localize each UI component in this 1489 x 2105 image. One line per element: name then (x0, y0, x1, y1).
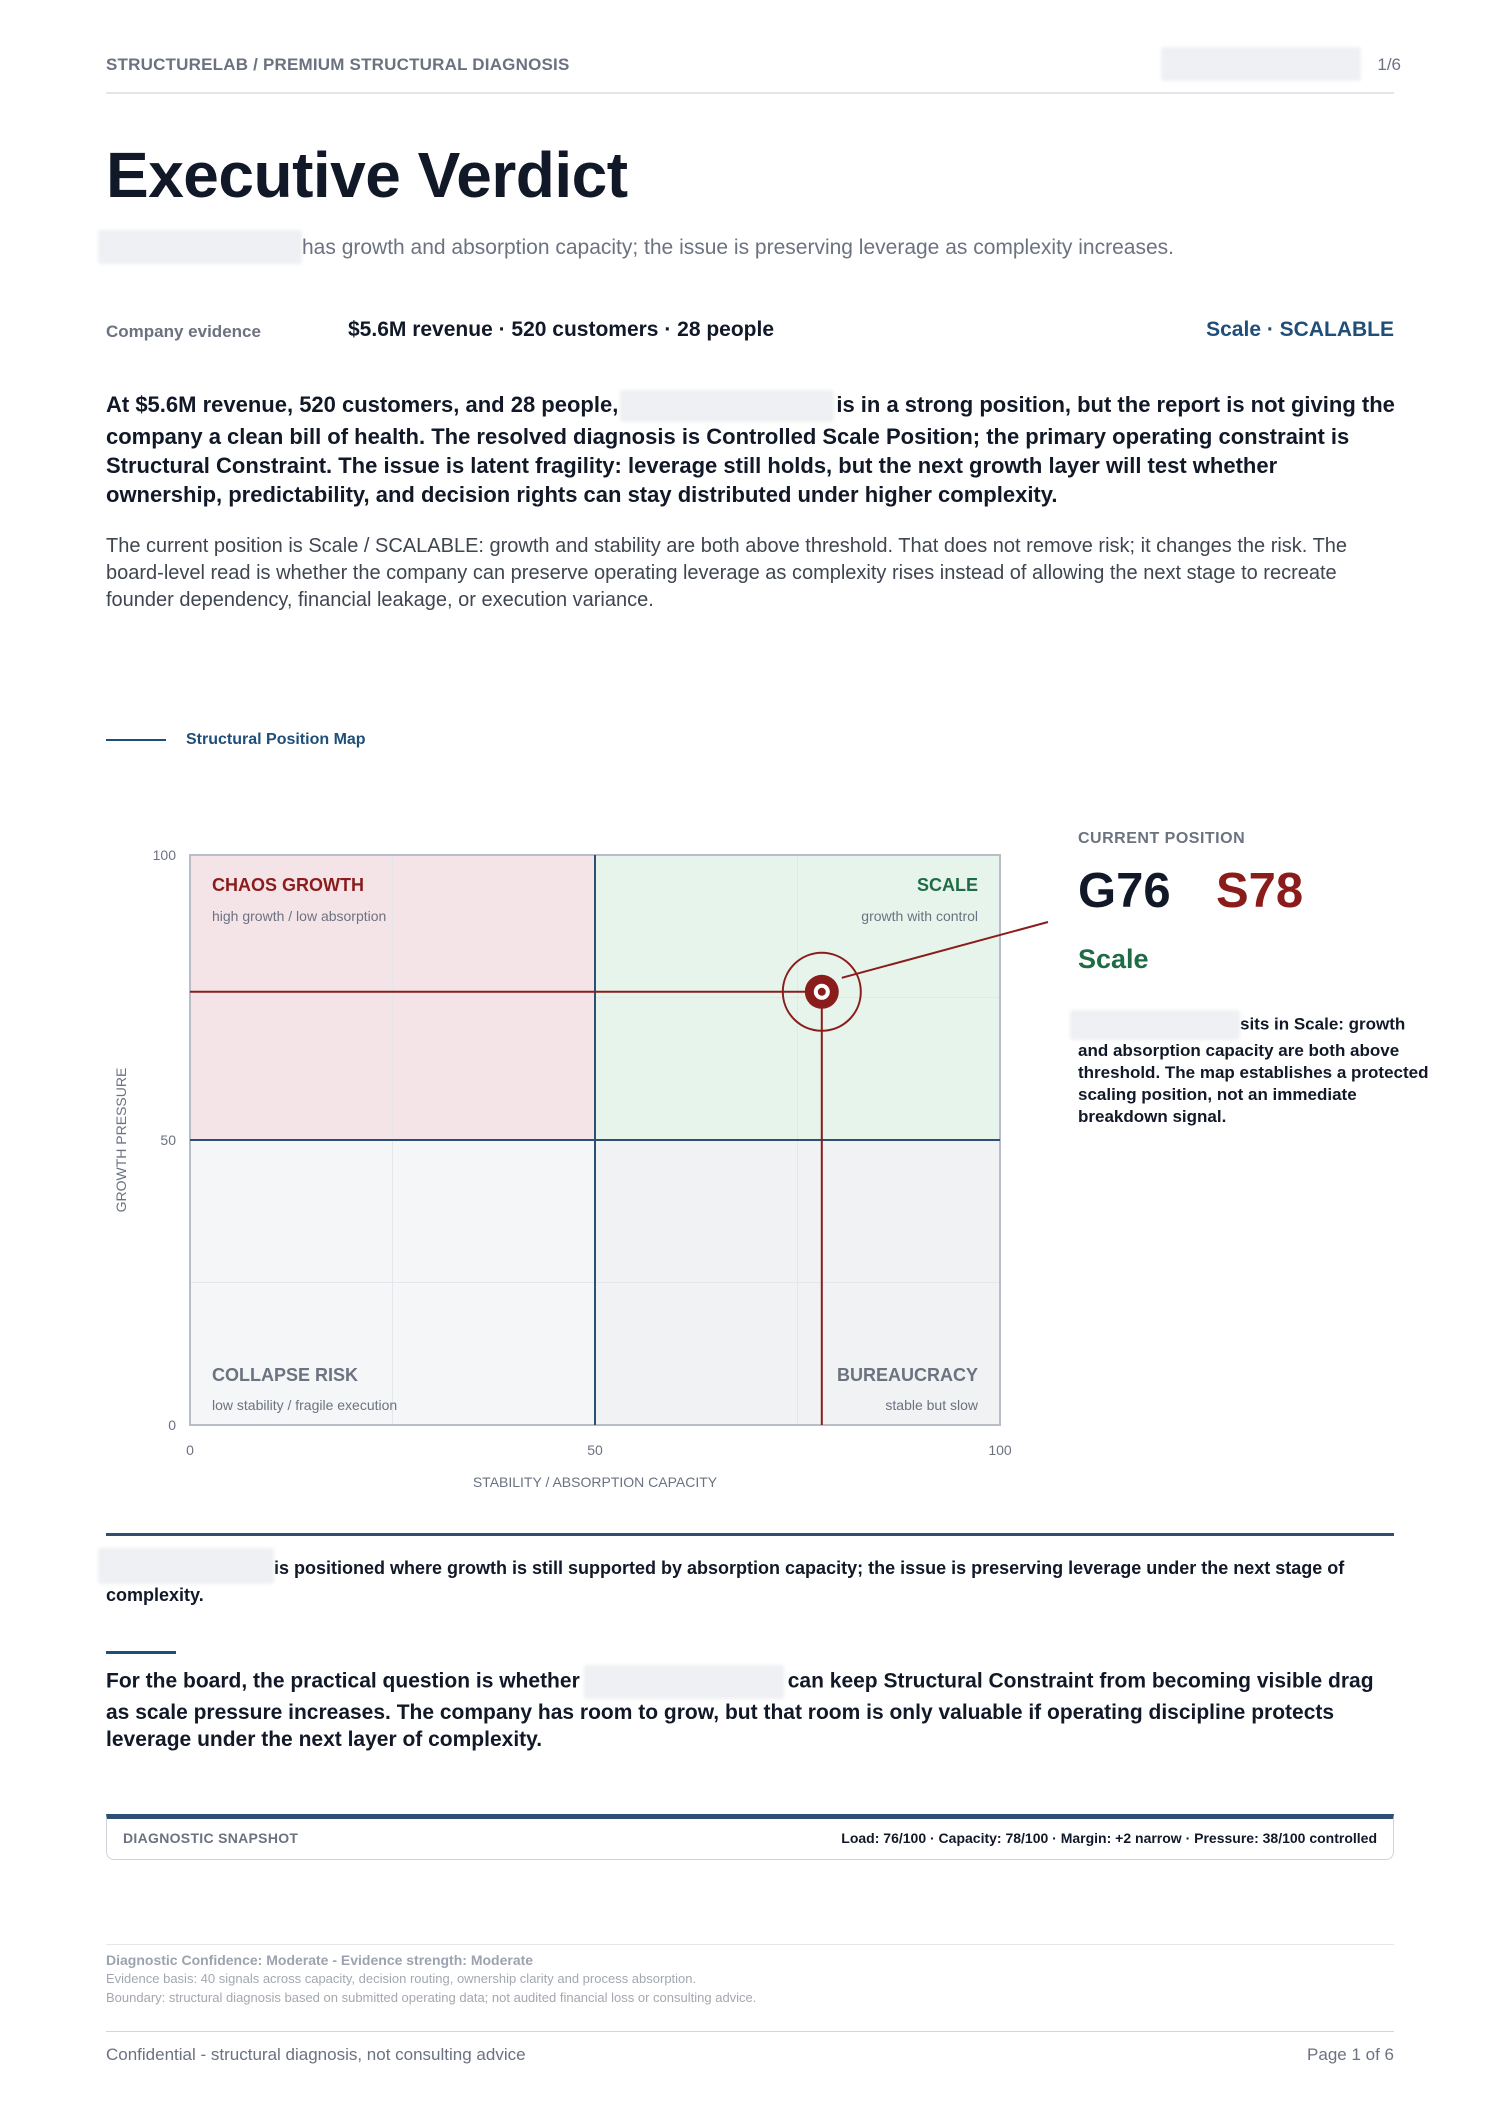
section-title: Structural Position Map (186, 731, 366, 748)
page-subtitle: has growth and absorption capacity; the issue is preserving leverage as complexity increases. (302, 236, 1174, 259)
x-tick-label: 50 (587, 1442, 603, 1458)
redacted-company-name (1070, 1010, 1240, 1040)
position-description (1078, 1010, 1438, 1128)
quadrant-desc-bureaucracy: stable but slow (885, 1397, 978, 1413)
position-description-text: sits in Scale: growth and absorption capacity are both above threshold. The map establishes a protected scaling position, not an immediate breakdown signal. (1078, 1014, 1429, 1126)
quadrant-label-bureaucracy: BUREAUCRACY (836, 1365, 978, 1385)
diagnostic-snapshot (106, 1814, 1394, 1860)
y-tick-label: 0 (168, 1417, 176, 1433)
snapshot-value: Load: 76/100 · Capacity: 78/100 · Margin: +2 narrow · Pressure: 38/100 controlled (841, 1830, 1377, 1846)
body-paragraph: The current position is Scale / SCALABLE: growth and stability are both above threshold. That does not remove risk; it changes the risk. The board-level read is whether the company can preserve operating leverage as complexity rises instead of allowing the next stage to recreate founder dependency, financial leakage, or execution variance. (106, 535, 1348, 611)
zone-name: Scale (1078, 944, 1149, 974)
quadrant-label-scale: SCALE (916, 875, 978, 895)
marker-center (818, 988, 826, 996)
x-tick-label: 0 (186, 1442, 194, 1458)
position-summary-text: is positioned where growth is still supported by absorption capacity; the issue is preserving leverage under the next stage of complexity. (106, 1558, 1345, 1605)
confidence-heading: Diagnostic Confidence: Moderate - Evidence strength: Moderate (106, 1952, 534, 1968)
lead-paragraph (106, 390, 1396, 509)
redacted-company-name (584, 1665, 784, 1699)
redacted-company-name (1161, 47, 1361, 81)
growth-score: G76 (1078, 864, 1171, 918)
lead-text-1: At $5.6M revenue, 520 customers, and 28 people, (106, 392, 619, 417)
position-summary (106, 1548, 1396, 1606)
quadrant-label-chaos-growth: CHAOS GROWTH (212, 875, 364, 895)
stability-score: S78 (1216, 864, 1304, 918)
structural-position-map (100, 830, 1050, 1510)
board-text-2: can keep Structural Constraint from becoming visible drag as scale pressure increases. The company has room to grow, but that room is only valuable if operating discipline protects leverage under the next layer of complexity. (106, 1669, 1374, 1751)
summary-divider (106, 1533, 1394, 1536)
section-accent-line (106, 739, 166, 741)
redacted-company-name (620, 390, 834, 422)
report-header: STRUCTURELAB / PREMIUM STRUCTURAL DIAGNOSIS (106, 55, 570, 74)
evidence-basis: Evidence basis: 40 signals across capacity, decision routing, ownership clarity and process absorption. (106, 1971, 697, 1986)
lead-text-2: is in a strong position, but the report is not giving the company a clean bill of health. The resolved diagnosis is Controlled Scale Position; the primary operating constraint is Structural Constraint. The issue is latent fragility: leverage still holds, but the next growth layer will test whether ownership, predictability, and decision rights can stay distributed under higher complexity. (106, 392, 1395, 508)
current-position-label: CURRENT POSITION (1078, 830, 1246, 847)
redacted-company-name (98, 1548, 274, 1584)
quadrant-desc-scale: growth with control (861, 908, 978, 924)
y-tick-label: 50 (160, 1132, 176, 1148)
header-divider (106, 92, 1394, 94)
x-tick-label: 100 (988, 1442, 1012, 1458)
page-title: Executive Verdict (106, 139, 628, 211)
y-tick-label: 100 (152, 847, 176, 863)
evidence-status: Scale · SCALABLE (1206, 318, 1394, 341)
redacted-company-name (98, 230, 302, 264)
footer-confidential: Confidential - structural diagnosis, not consulting advice (106, 2045, 526, 2064)
quadrant-desc-collapse-risk: low stability / fragile execution (212, 1397, 398, 1413)
page-indicator: 1/6 (1377, 55, 1401, 74)
quadrant-label-collapse-risk: COLLAPSE RISK (212, 1365, 359, 1385)
board-accent-line (106, 1651, 176, 1654)
board-paragraph (106, 1665, 1396, 1753)
evidence-value: $5.6M revenue · 520 customers · 28 people (348, 318, 775, 341)
quadrant-desc-chaos-growth: high growth / low absorption (212, 908, 387, 924)
snapshot-label: DIAGNOSTIC SNAPSHOT (123, 1830, 299, 1846)
footer-divider (106, 2031, 1394, 2032)
evidence-label: Company evidence (106, 322, 261, 341)
board-text-1: For the board, the practical question is whether (106, 1669, 580, 1693)
boundary-note: Boundary: structural diagnosis based on submitted operating data; not audited financial loss or consulting advice. (106, 1990, 757, 2005)
x-axis-label: STABILITY / ABSORPTION CAPACITY (472, 1474, 718, 1490)
confidence-divider (106, 1944, 1394, 1945)
footer-page-number: Page 1 of 6 (1307, 2045, 1394, 2064)
y-axis-label: GROWTH PRESSURE (113, 1067, 129, 1213)
